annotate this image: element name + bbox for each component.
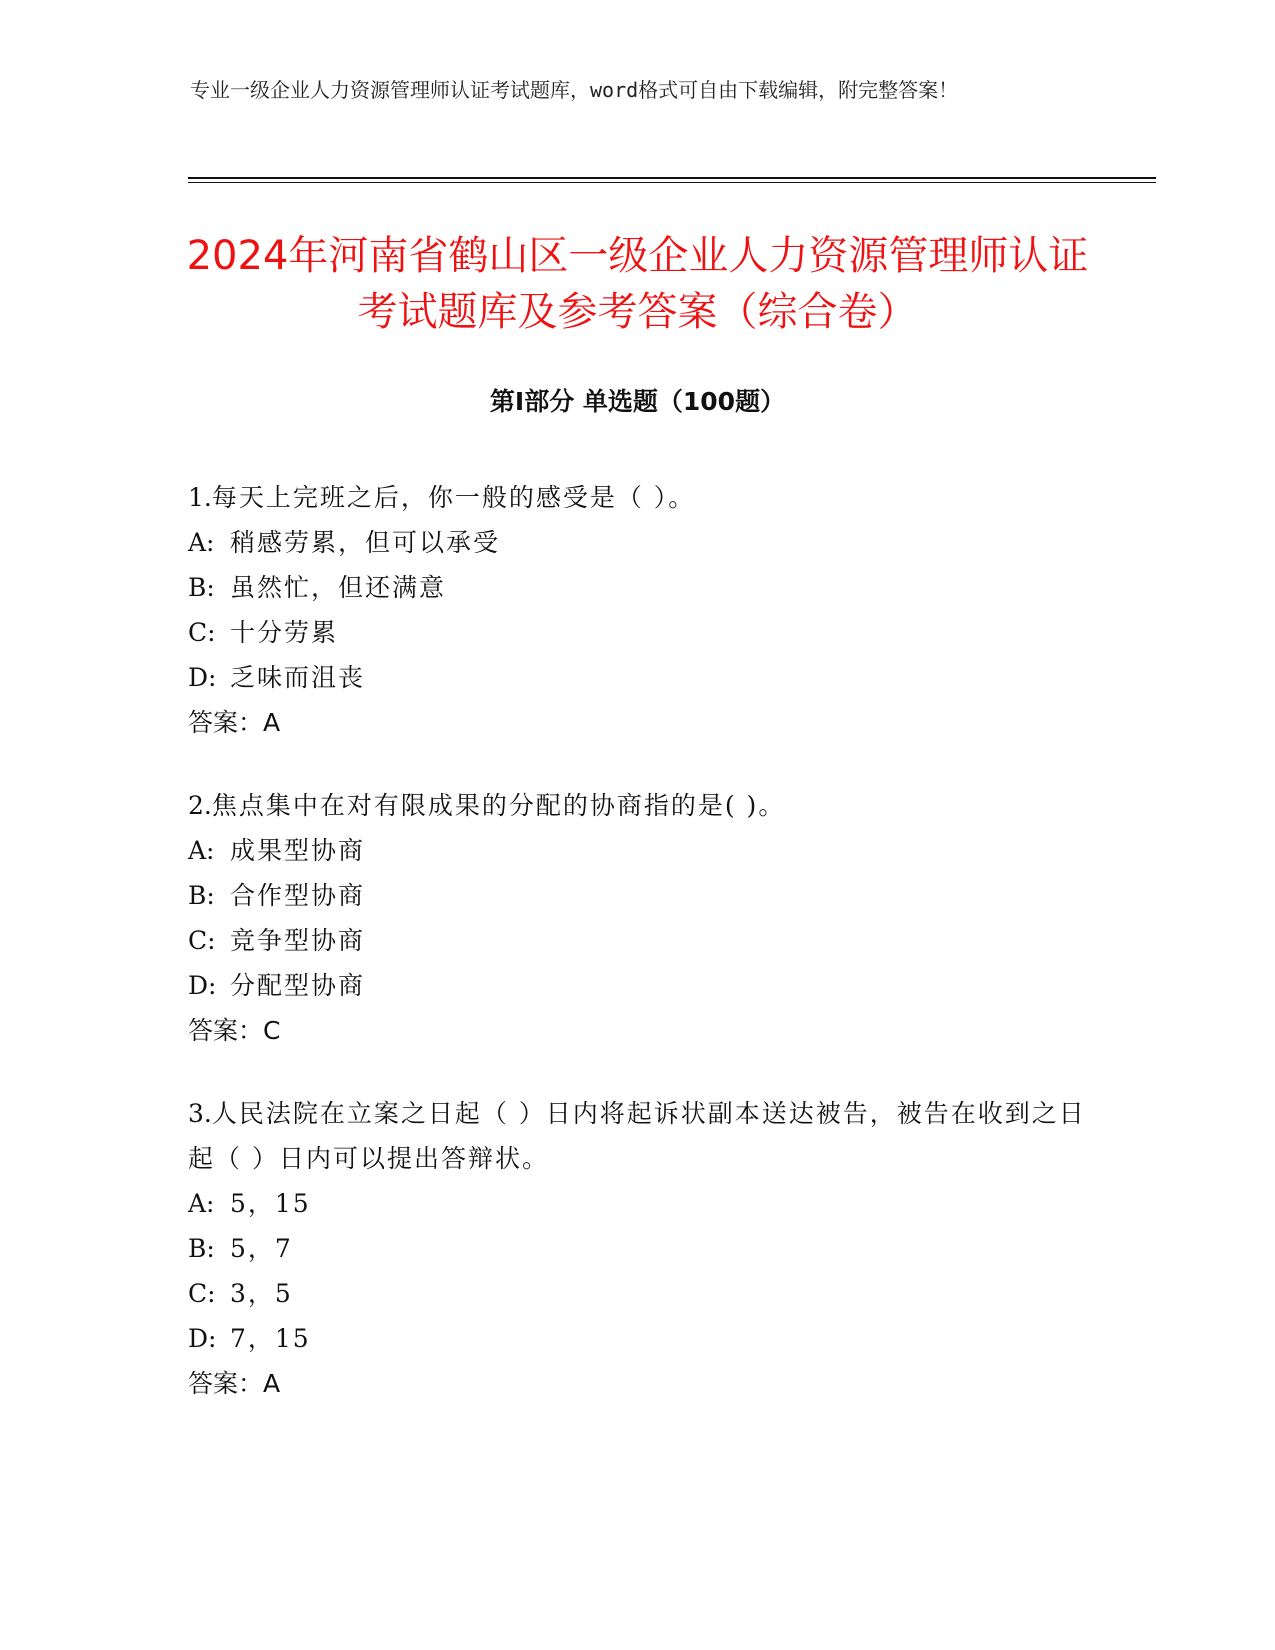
option-list: [188, 828, 1088, 1008]
option-text: 十分劳累: [230, 618, 339, 647]
question-stem: [188, 783, 1088, 828]
question-number: 1.: [188, 483, 212, 512]
question-2: [188, 783, 1088, 1053]
option-key: C:: [188, 926, 216, 955]
question-text: 每天上完班之后，你一般的感受是（ ）。: [211, 483, 696, 512]
option-key: D:: [188, 971, 217, 1000]
option-key: D:: [188, 1324, 217, 1353]
option-d: [188, 963, 1088, 1008]
option-text: 虽然忙，但还满意: [230, 573, 447, 602]
option-b: [188, 565, 1088, 610]
document-title: 2024年河南省鹤山区一级企业人力资源管理师认证考试题库及参考答案（综合卷）: [186, 233, 1089, 335]
option-text: 分配型协商: [230, 971, 366, 1000]
answer-line: [188, 1008, 1088, 1053]
option-text: 合作型协商: [230, 881, 366, 910]
answer-value: A: [263, 708, 281, 737]
option-text: 乏味而沮丧: [230, 663, 366, 692]
option-d: [188, 655, 1088, 700]
option-text: 3，5: [230, 1279, 293, 1308]
option-key: A:: [188, 528, 215, 557]
question-stem: [188, 475, 1088, 520]
option-c: [188, 1271, 1088, 1316]
option-text: 5，7: [230, 1234, 293, 1263]
answer-value: C: [263, 1016, 281, 1045]
question-1: [188, 475, 1088, 745]
option-key: B:: [188, 881, 215, 910]
option-b: [188, 1226, 1088, 1271]
option-key: B:: [188, 1234, 215, 1263]
option-text: 成果型协商: [230, 836, 366, 865]
question-text: 人民法院在立案之日起（ ）日内将起诉状副本送达被告，被告在收到之日起（ ）日内可以提出答辩状。: [188, 1099, 1086, 1173]
header-note: 专业一级企业人力资源管理师认证考试题库，word格式可自由下载编辑，附完整答案！: [190, 78, 959, 102]
answer-line: [188, 1361, 1088, 1406]
question-stem: [188, 1091, 1088, 1181]
option-d: [188, 1316, 1088, 1361]
answer-label: 答案：: [188, 708, 264, 737]
option-c: [188, 918, 1088, 963]
question-list: [188, 475, 1088, 1444]
answer-value: A: [263, 1369, 281, 1398]
option-list: [188, 1181, 1088, 1361]
header-divider-thin: [188, 182, 1156, 183]
option-a: [188, 1181, 1088, 1226]
section-title: 第Ⅰ部分 单选题（100题）: [489, 387, 786, 416]
question-number: 2.: [188, 791, 212, 820]
option-key: A:: [188, 836, 215, 865]
header-divider-thick: [188, 177, 1156, 179]
option-b: [188, 873, 1088, 918]
option-text: 稍感劳累，但可以承受: [230, 528, 501, 557]
option-a: [188, 828, 1088, 873]
question-number: 3.: [188, 1099, 212, 1128]
question-3: [188, 1091, 1088, 1406]
answer-label: 答案：: [188, 1016, 264, 1045]
option-key: D:: [188, 663, 217, 692]
option-key: B:: [188, 573, 215, 602]
option-text: 7，15: [230, 1324, 311, 1353]
answer-line: [188, 700, 1088, 745]
option-key: C:: [188, 1279, 216, 1308]
option-c: [188, 610, 1088, 655]
option-key: C:: [188, 618, 216, 647]
option-text: 竞争型协商: [230, 926, 366, 955]
option-a: [188, 520, 1088, 565]
option-text: 5，15: [230, 1189, 311, 1218]
option-key: A:: [188, 1189, 215, 1218]
option-list: [188, 520, 1088, 700]
question-text: 焦点集中在对有限成果的分配的协商指的是( )。: [211, 791, 786, 820]
answer-label: 答案：: [188, 1369, 264, 1398]
